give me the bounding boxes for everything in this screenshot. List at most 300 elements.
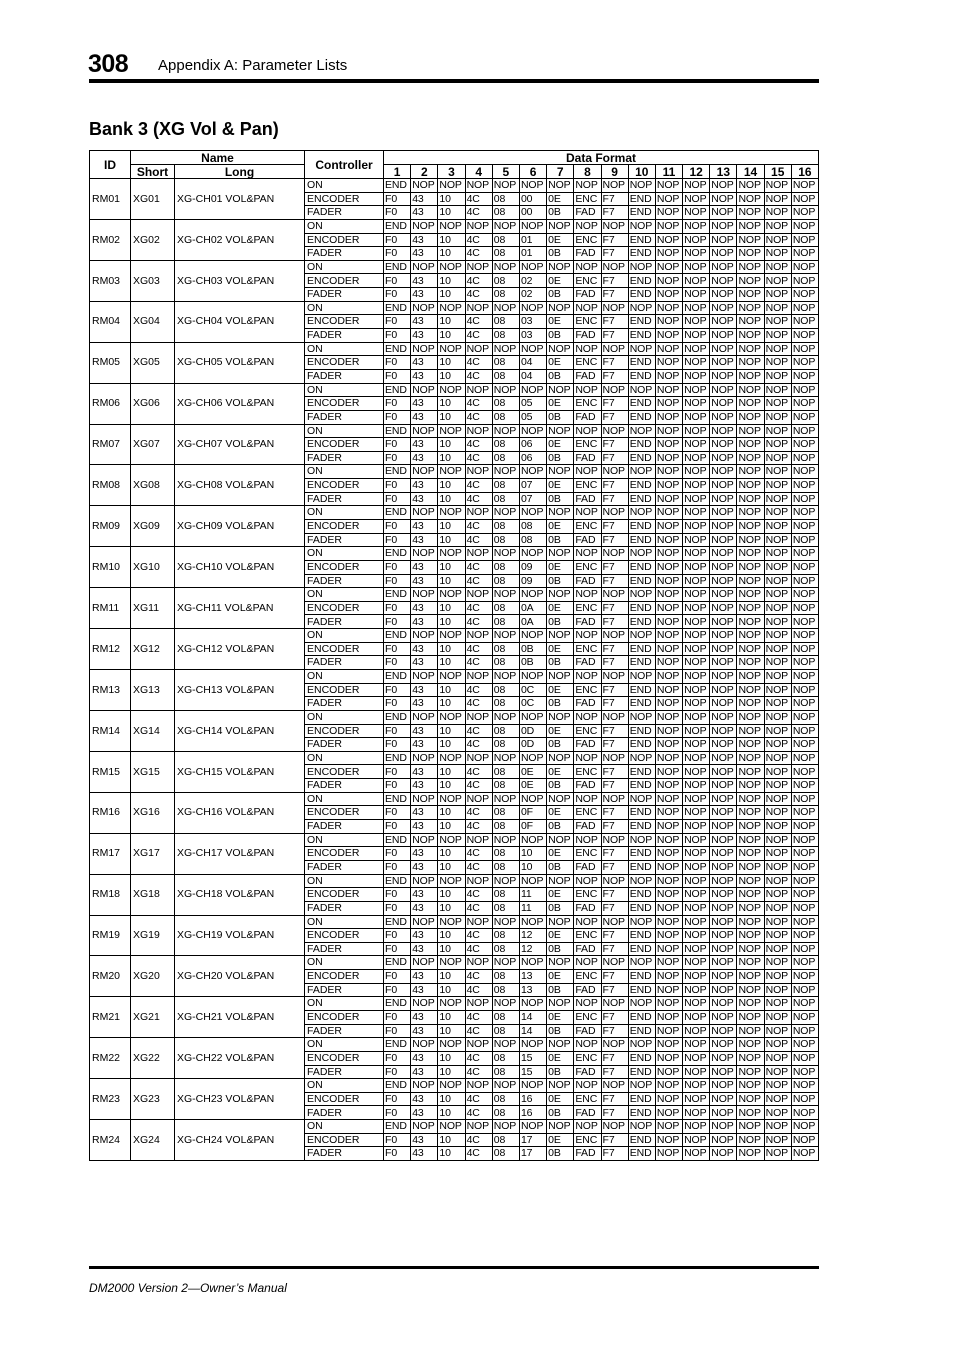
data-format-cell: FAD [574, 1147, 601, 1161]
data-format-cell: NOP [737, 193, 764, 207]
controller-cell: ENCODER [305, 193, 384, 207]
data-format-cell: F0 [384, 1134, 411, 1148]
data-format-cell: 0E [547, 929, 574, 943]
param-id-cell: RM19 [90, 916, 131, 957]
data-format-cell: END [384, 384, 411, 398]
data-format-cell: END [384, 588, 411, 602]
data-format-cell: NOP [602, 997, 629, 1011]
data-format-cell: 0B [547, 247, 574, 261]
data-format-cell: NOP [520, 752, 547, 766]
data-format-cell: NOP [438, 1120, 465, 1134]
data-format-cell: NOP [602, 506, 629, 520]
data-format-cell: NOP [683, 643, 710, 657]
data-format-cell: NOP [411, 465, 438, 479]
data-format-cell: 0B [547, 370, 574, 384]
data-format-cell: F0 [384, 1052, 411, 1066]
data-format-cell: NOP [792, 343, 819, 357]
data-format-cell: NOP [792, 547, 819, 561]
data-format-cell: 0F [520, 806, 547, 820]
data-format-cell: 08 [493, 738, 520, 752]
data-format-cell: 08 [493, 929, 520, 943]
data-format-cell: NOP [656, 875, 683, 889]
data-format-cell: NOP [792, 329, 819, 343]
data-format-cell: 08 [493, 820, 520, 834]
data-format-cell: NOP [765, 179, 792, 193]
data-format-cell: F7 [602, 943, 629, 957]
data-format-cell: NOP [737, 356, 764, 370]
data-format-cell: NOP [547, 588, 574, 602]
data-format-cell: NOP [683, 602, 710, 616]
data-format-cell: END [384, 875, 411, 889]
data-format-cell: NOP [710, 575, 737, 589]
data-format-cell: NOP [466, 384, 493, 398]
header-column-number: 13 [710, 165, 737, 179]
data-format-cell: NOP [656, 1106, 683, 1120]
param-id-cell: RM12 [90, 629, 131, 670]
data-format-cell: NOP [792, 493, 819, 507]
data-format-cell: 4C [466, 234, 493, 248]
data-format-cell: END [384, 711, 411, 725]
data-format-cell: NOP [466, 1079, 493, 1093]
data-format-cell: F0 [384, 234, 411, 248]
data-format-cell: F0 [384, 438, 411, 452]
data-format-cell: 13 [520, 970, 547, 984]
data-format-cell: 0E [547, 438, 574, 452]
data-format-cell: NOP [765, 397, 792, 411]
data-format-cell: NOP [466, 588, 493, 602]
data-format-cell: 4C [466, 193, 493, 207]
data-format-cell: NOP [683, 193, 710, 207]
data-format-cell: 07 [520, 479, 547, 493]
data-format-cell: NOP [629, 752, 656, 766]
data-format-cell: ENC [574, 765, 601, 779]
data-format-cell: 08 [493, 561, 520, 575]
data-format-cell: NOP [737, 670, 764, 684]
data-format-cell: F7 [602, 861, 629, 875]
data-format-cell: NOP [710, 534, 737, 548]
data-format-cell: NOP [683, 1079, 710, 1093]
data-format-cell: 4C [466, 970, 493, 984]
data-format-cell: NOP [547, 465, 574, 479]
data-format-cell: NOP [438, 670, 465, 684]
data-format-cell: ENC [574, 479, 601, 493]
data-format-cell: 04 [520, 356, 547, 370]
short-name-cell: XG22 [131, 1038, 175, 1079]
data-format-cell: END [629, 602, 656, 616]
data-format-cell: 4C [466, 888, 493, 902]
data-format-cell: NOP [765, 916, 792, 930]
data-format-cell: NOP [520, 997, 547, 1011]
data-format-cell: NOP [683, 274, 710, 288]
data-format-cell: NOP [411, 588, 438, 602]
data-format-cell: NOP [574, 793, 601, 807]
data-format-cell: NOP [737, 247, 764, 261]
data-format-cell: NOP [683, 847, 710, 861]
data-format-cell: END [629, 820, 656, 834]
data-format-cell: FAD [574, 943, 601, 957]
data-format-cell: END [629, 1106, 656, 1120]
controller-cell: ENCODER [305, 1011, 384, 1025]
data-format-cell: NOP [411, 629, 438, 643]
data-format-cell: FAD [574, 1106, 601, 1120]
data-format-cell: NOP [792, 1079, 819, 1093]
data-format-cell: NOP [737, 479, 764, 493]
controller-cell: ON [305, 588, 384, 602]
data-format-cell: 43 [411, 602, 438, 616]
data-format-cell: NOP [656, 588, 683, 602]
data-format-cell: NOP [792, 1038, 819, 1052]
data-format-cell: 4C [466, 356, 493, 370]
data-format-cell: 10 [438, 615, 465, 629]
data-format-cell: 08 [493, 779, 520, 793]
data-format-cell: 10 [438, 493, 465, 507]
data-format-cell: NOP [656, 820, 683, 834]
data-format-cell: NOP [737, 615, 764, 629]
data-format-cell: 0C [520, 684, 547, 698]
data-format-cell: F0 [384, 725, 411, 739]
data-format-cell: 0B [520, 643, 547, 657]
data-format-cell: NOP [656, 1147, 683, 1161]
data-format-cell: NOP [765, 479, 792, 493]
data-format-cell: NOP [792, 670, 819, 684]
data-format-cell: 10 [438, 370, 465, 384]
data-format-cell: NOP [792, 725, 819, 739]
data-format-cell: NOP [765, 602, 792, 616]
data-format-cell: 0E [547, 479, 574, 493]
data-format-cell: NOP [602, 834, 629, 848]
data-format-cell: NOP [710, 738, 737, 752]
data-format-cell: END [384, 179, 411, 193]
data-format-cell: NOP [547, 220, 574, 234]
data-format-cell: 0B [547, 902, 574, 916]
data-format-cell: 43 [411, 206, 438, 220]
header-name: Name [131, 151, 305, 165]
long-name-cell: XG-CH03 VOL&PAN [175, 261, 305, 302]
data-format-cell: 0F [520, 820, 547, 834]
data-format-cell: NOP [737, 274, 764, 288]
data-format-cell: 12 [520, 943, 547, 957]
data-format-cell: 08 [493, 847, 520, 861]
data-format-cell: 10 [438, 274, 465, 288]
data-format-cell: NOP [466, 670, 493, 684]
long-name-cell: XG-CH10 VOL&PAN [175, 547, 305, 588]
data-format-cell: END [629, 493, 656, 507]
data-format-cell: NOP [683, 970, 710, 984]
data-format-cell: NOP [710, 1025, 737, 1039]
data-format-cell: F7 [602, 1134, 629, 1148]
data-format-cell: 14 [520, 1011, 547, 1025]
data-format-cell: NOP [629, 956, 656, 970]
data-format-cell: NOP [493, 343, 520, 357]
data-format-cell: 02 [520, 288, 547, 302]
data-format-cell: F0 [384, 370, 411, 384]
data-format-cell: 4C [466, 943, 493, 957]
data-format-cell: NOP [792, 274, 819, 288]
header-short: Short [131, 165, 175, 179]
data-format-cell: NOP [574, 834, 601, 848]
data-format-cell: NOP [547, 384, 574, 398]
data-format-cell: NOP [710, 425, 737, 439]
data-format-cell: NOP [710, 356, 737, 370]
data-format-cell: FAD [574, 288, 601, 302]
data-format-cell: END [384, 261, 411, 275]
param-id-cell: RM13 [90, 670, 131, 711]
data-format-cell: ENC [574, 1052, 601, 1066]
data-format-cell: NOP [792, 438, 819, 452]
data-format-cell: NOP [493, 384, 520, 398]
data-format-cell: NOP [656, 356, 683, 370]
data-format-cell: NOP [683, 206, 710, 220]
data-format-cell: F0 [384, 411, 411, 425]
data-format-cell: NOP [411, 179, 438, 193]
controller-cell: FADER [305, 984, 384, 998]
data-format-cell: NOP [547, 425, 574, 439]
data-format-cell: NOP [683, 247, 710, 261]
data-format-cell: NOP [792, 506, 819, 520]
data-format-cell: 4C [466, 1011, 493, 1025]
data-format-cell: NOP [737, 575, 764, 589]
data-format-cell: F0 [384, 1066, 411, 1080]
data-format-cell: 43 [411, 1052, 438, 1066]
data-format-cell: NOP [574, 1120, 601, 1134]
data-format-cell: NOP [466, 997, 493, 1011]
data-format-cell: NOP [765, 588, 792, 602]
data-format-cell: 08 [493, 397, 520, 411]
controller-cell: FADER [305, 534, 384, 548]
data-format-cell: 10 [438, 315, 465, 329]
data-format-cell: 08 [493, 370, 520, 384]
data-format-cell: 08 [493, 615, 520, 629]
controller-cell: ON [305, 997, 384, 1011]
data-format-cell: F7 [602, 329, 629, 343]
data-format-cell: FAD [574, 615, 601, 629]
controller-cell: ENCODER [305, 479, 384, 493]
data-format-cell: END [629, 725, 656, 739]
data-format-cell: NOP [737, 970, 764, 984]
data-format-cell: NOP [792, 629, 819, 643]
data-format-cell: END [629, 520, 656, 534]
data-format-cell: F7 [602, 765, 629, 779]
data-format-cell: NOP [737, 261, 764, 275]
data-format-cell: NOP [602, 220, 629, 234]
data-format-cell: NOP [710, 1079, 737, 1093]
data-format-cell: NOP [737, 384, 764, 398]
data-format-cell: ENC [574, 1093, 601, 1107]
data-format-cell: 4C [466, 929, 493, 943]
data-format-cell: NOP [765, 1147, 792, 1161]
data-format-cell: NOP [656, 274, 683, 288]
data-format-cell: 10 [438, 1066, 465, 1080]
data-format-cell: NOP [683, 765, 710, 779]
controller-cell: FADER [305, 370, 384, 384]
data-format-cell: NOP [520, 547, 547, 561]
header-column-number: 8 [574, 165, 601, 179]
data-format-cell: 10 [438, 684, 465, 698]
data-format-cell: NOP [520, 220, 547, 234]
controller-cell: ON [305, 670, 384, 684]
data-format-cell: NOP [710, 302, 737, 316]
data-format-cell: NOP [656, 547, 683, 561]
data-format-cell: NOP [411, 752, 438, 766]
data-format-cell: NOP [710, 602, 737, 616]
controller-cell: ENCODER [305, 234, 384, 248]
data-format-cell: NOP [792, 465, 819, 479]
data-format-cell: 0E [547, 970, 574, 984]
data-format-cell: 4C [466, 847, 493, 861]
data-format-cell: NOP [493, 506, 520, 520]
data-format-cell: NOP [765, 274, 792, 288]
short-name-cell: XG05 [131, 343, 175, 384]
data-format-cell: END [384, 916, 411, 930]
data-format-cell: NOP [792, 1134, 819, 1148]
data-format-cell: NOP [792, 916, 819, 930]
long-name-cell: XG-CH14 VOL&PAN [175, 711, 305, 752]
param-id-cell: RM18 [90, 875, 131, 916]
data-format-cell: 4C [466, 820, 493, 834]
data-format-cell: NOP [737, 820, 764, 834]
data-format-cell: F0 [384, 738, 411, 752]
data-format-cell: 0D [520, 738, 547, 752]
data-format-cell: NOP [656, 779, 683, 793]
data-format-cell: NOP [683, 1011, 710, 1025]
data-format-cell: 4C [466, 656, 493, 670]
data-format-cell: NOP [656, 834, 683, 848]
data-format-cell: NOP [710, 834, 737, 848]
data-format-cell: NOP [710, 806, 737, 820]
data-format-cell: 08 [493, 274, 520, 288]
data-format-cell: 43 [411, 970, 438, 984]
data-format-cell: NOP [792, 1106, 819, 1120]
data-format-cell: 08 [493, 206, 520, 220]
data-format-cell: 4C [466, 411, 493, 425]
data-format-cell: NOP [656, 1052, 683, 1066]
data-format-cell: 08 [493, 602, 520, 616]
data-format-cell: 10 [438, 765, 465, 779]
data-format-cell: NOP [737, 1106, 764, 1120]
data-format-cell: NOP [547, 506, 574, 520]
data-format-cell: 10 [438, 1011, 465, 1025]
controller-cell: FADER [305, 247, 384, 261]
data-format-cell: NOP [765, 1134, 792, 1148]
data-format-cell: NOP [683, 506, 710, 520]
data-format-cell: F7 [602, 397, 629, 411]
data-format-cell: NOP [656, 206, 683, 220]
header-column-number: 7 [547, 165, 574, 179]
data-format-cell: NOP [438, 220, 465, 234]
data-format-cell: 08 [493, 234, 520, 248]
data-format-cell: NOP [683, 1106, 710, 1120]
data-format-cell: END [629, 247, 656, 261]
data-format-cell: END [384, 997, 411, 1011]
data-format-cell: NOP [520, 302, 547, 316]
data-format-cell: NOP [683, 834, 710, 848]
data-format-cell: NOP [710, 875, 737, 889]
data-format-cell: END [629, 738, 656, 752]
data-format-cell: NOP [792, 561, 819, 575]
data-format-cell: 4C [466, 534, 493, 548]
data-format-cell: 10 [438, 356, 465, 370]
controller-cell: ENCODER [305, 929, 384, 943]
data-format-cell: NOP [411, 834, 438, 848]
data-format-cell: NOP [765, 220, 792, 234]
data-format-cell: NOP [656, 943, 683, 957]
data-format-cell: NOP [737, 1052, 764, 1066]
data-format-cell: 08 [493, 984, 520, 998]
param-id-cell: RM01 [90, 179, 131, 220]
data-format-cell: END [384, 956, 411, 970]
data-format-cell: END [629, 288, 656, 302]
data-format-cell: NOP [737, 1134, 764, 1148]
data-format-cell: 0E [547, 888, 574, 902]
data-format-cell: 0E [547, 1052, 574, 1066]
data-format-cell: 43 [411, 329, 438, 343]
data-format-cell: NOP [792, 875, 819, 889]
controller-cell: ON [305, 629, 384, 643]
data-format-cell: NOP [574, 588, 601, 602]
data-format-cell: NOP [710, 1066, 737, 1080]
controller-cell: ON [305, 261, 384, 275]
data-format-cell: NOP [765, 847, 792, 861]
data-format-cell: 08 [493, 1147, 520, 1161]
header-column-number: 14 [737, 165, 764, 179]
data-format-cell: 08 [520, 520, 547, 534]
long-name-cell: XG-CH24 VOL&PAN [175, 1120, 305, 1161]
data-format-cell: NOP [792, 588, 819, 602]
data-format-cell: 10 [438, 1093, 465, 1107]
data-format-cell: NOP [683, 943, 710, 957]
param-id-cell: RM03 [90, 261, 131, 302]
data-format-cell: F7 [602, 493, 629, 507]
data-format-cell: NOP [710, 1120, 737, 1134]
data-format-cell: 08 [493, 575, 520, 589]
data-format-cell: ENC [574, 397, 601, 411]
data-format-cell: END [384, 220, 411, 234]
data-format-cell: NOP [710, 1106, 737, 1120]
section-heading: Bank 3 (XG Vol & Pan) [89, 119, 279, 139]
data-format-cell: END [629, 534, 656, 548]
data-format-cell: FAD [574, 452, 601, 466]
data-format-cell: NOP [737, 1147, 764, 1161]
data-format-cell: NOP [737, 806, 764, 820]
data-format-cell: NOP [438, 834, 465, 848]
data-format-cell: NOP [765, 615, 792, 629]
data-format-cell: 43 [411, 288, 438, 302]
data-format-cell: NOP [683, 452, 710, 466]
controller-cell: ENCODER [305, 725, 384, 739]
data-format-cell: NOP [737, 534, 764, 548]
data-format-cell: NOP [656, 888, 683, 902]
controller-cell: FADER [305, 820, 384, 834]
data-format-cell: NOP [602, 711, 629, 725]
data-format-cell: NOP [629, 179, 656, 193]
data-format-cell: NOP [792, 902, 819, 916]
data-format-cell: NOP [737, 1011, 764, 1025]
data-format-cell: NOP [547, 956, 574, 970]
data-format-cell: NOP [765, 752, 792, 766]
data-format-cell: NOP [656, 997, 683, 1011]
controller-cell: ON [305, 1079, 384, 1093]
data-format-cell: NOP [438, 547, 465, 561]
data-format-cell: F7 [602, 1066, 629, 1080]
data-format-cell: NOP [683, 752, 710, 766]
long-name-cell: XG-CH15 VOL&PAN [175, 752, 305, 793]
param-id-cell: RM09 [90, 506, 131, 547]
data-format-cell: NOP [656, 916, 683, 930]
controller-cell: ON [305, 220, 384, 234]
param-id-cell: RM14 [90, 711, 131, 752]
data-format-cell: 08 [493, 643, 520, 657]
data-format-cell: FAD [574, 206, 601, 220]
